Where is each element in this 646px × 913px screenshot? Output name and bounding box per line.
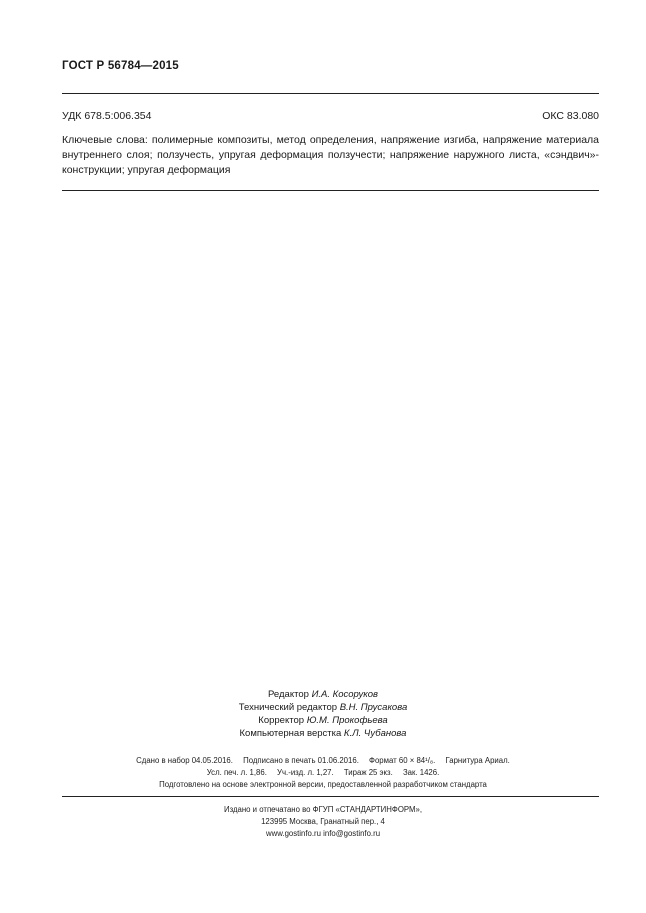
submitted-date: Сдано в набор 04.05.2016. (136, 756, 233, 765)
signed-date: Подписано в печать 01.06.2016. (243, 756, 359, 765)
editor-label: Редактор (268, 689, 309, 700)
keywords-divider (62, 190, 599, 191)
editor-name: И.А. Косоруков (311, 689, 378, 700)
publisher-contacts: www.gostinfo.ru info@gostinfo.ru (265, 829, 381, 838)
print-sheets: Усл. печ. л. 1,86. (206, 768, 267, 777)
pub-sheets: Уч.-изд. л. 1,27. (277, 768, 334, 777)
editor-row (0, 688, 646, 701)
print-info-block (0, 755, 646, 791)
circulation: Тираж 25 экз. (343, 768, 393, 777)
paper-format: Формат 60 × 84¹/₈. (369, 756, 436, 765)
credits-block (0, 688, 646, 740)
oks-code: ОКС 83.080 (542, 110, 599, 122)
publisher-address: 123995 Москва, Гранатный пер., 4 (261, 817, 385, 826)
publisher-line-1: Издано и отпечатано во ФГУП «СТАНДАРТИНФОРМ», (223, 805, 423, 814)
tech-editor-name: В.Н. Прусакова (339, 702, 408, 713)
print-info-row-2 (0, 767, 646, 779)
tech-editor-row (0, 701, 646, 714)
standard-code: ГОСТ Р 56784—2015 (62, 60, 179, 72)
udk-code: УДК 678.5:006.354 (62, 110, 152, 122)
order-number: Зак. 1426. (402, 768, 440, 777)
corrector-row (0, 714, 646, 727)
corrector-name: Ю.М. Прокофьева (306, 715, 388, 726)
layout-name: К.Л. Чубанова (343, 728, 407, 739)
prepared-note: Подготовлено на основе электронной версии, предоставленной разработчиком стандарта (159, 780, 487, 789)
top-divider (62, 93, 599, 94)
publisher-divider (62, 796, 599, 797)
publisher-block (0, 804, 646, 840)
tech-editor-label: Технический редактор (238, 702, 338, 713)
corrector-label: Корректор (258, 715, 305, 726)
print-info-row-1 (0, 755, 646, 767)
layout-row (0, 727, 646, 740)
typeface: Гарнитура Ариал. (445, 756, 510, 765)
layout-label: Компьютерная верстка (239, 728, 342, 739)
keywords-paragraph: Ключевые слова: полимерные композиты, метод определения, напряжение изгиба, напряжение материала внутреннего слоя; ползучесть, упругая деформация ползучести; напряжение наружного листа, «сэндвич»-конструкции; упругая деформация (62, 134, 599, 176)
